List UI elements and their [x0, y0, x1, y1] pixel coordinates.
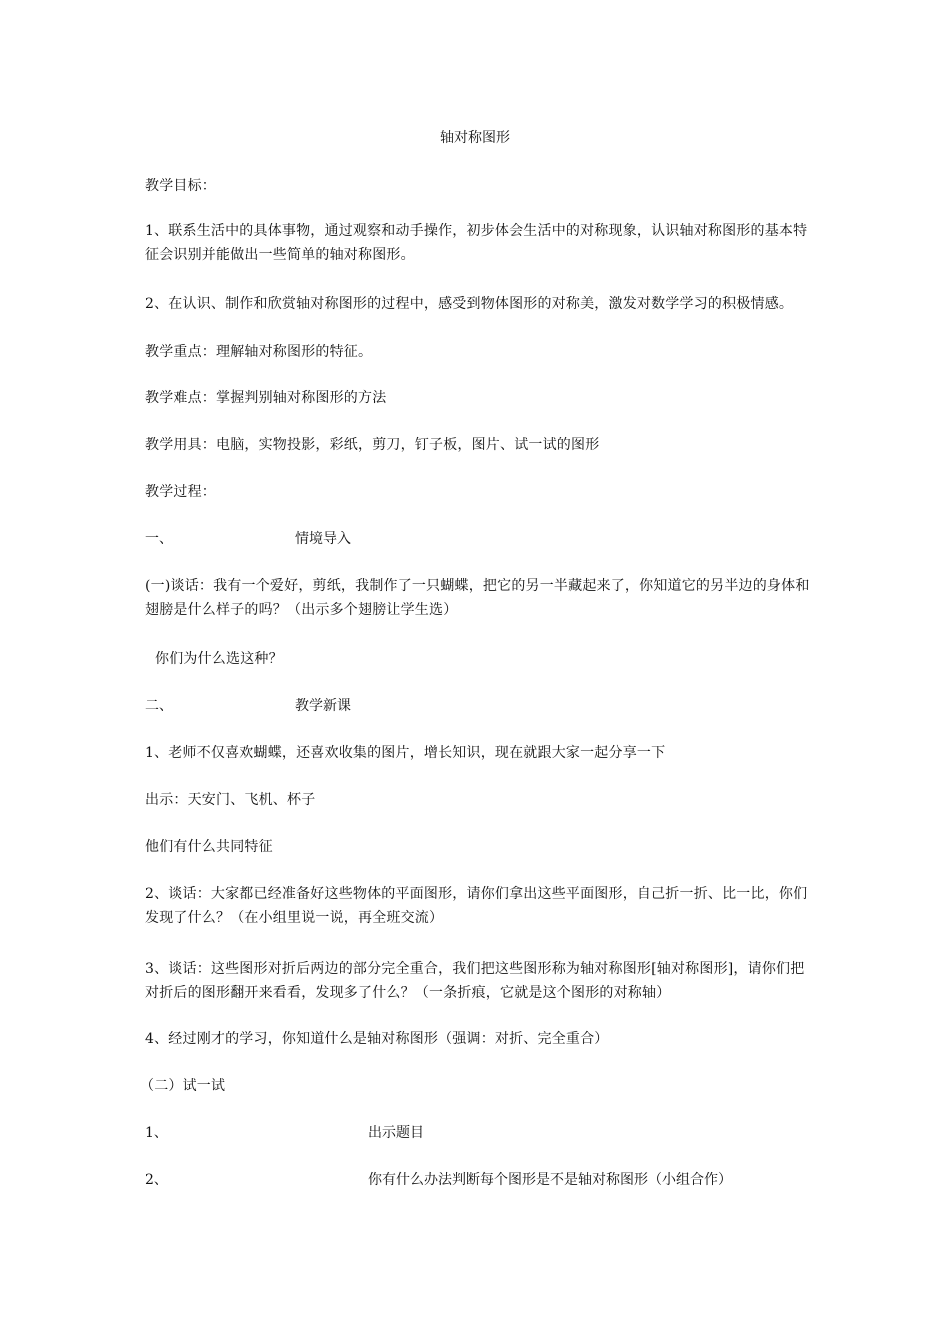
section-1-number: 一、 [145, 531, 173, 547]
try-item-1-text: 出示题目 [368, 1125, 424, 1141]
step-2: 2、谈话：大家都已经准备好这些物体的平面图形，请你们拿出这些平面图形，自己折一折、比一比，你们发现了什么？（在小组里说一说，再全班交流） [145, 886, 808, 926]
try-item-2-text: 你有什么办法判断每个图形是不是轴对称图形（小组合作） [368, 1172, 732, 1188]
try-item-2-number: 2、 [145, 1172, 168, 1188]
step-3: 3、谈话：这些图形对折后两边的部分完全重合，我们把这些图形称为轴对称图形[轴对称图形]，请你们把对折后的图形翻开来看看，发现多了什么？（一条折痕，它就是这个图形的对称轴） [145, 961, 805, 1001]
document-title: 轴对称图形 [440, 130, 510, 146]
section-1-title: 情境导入 [295, 531, 351, 547]
show-items: 出示：天安门、飞机、杯子 [145, 792, 316, 808]
section-2-title: 教学新课 [295, 698, 351, 714]
common-feature-question: 他们有什么共同特征 [145, 839, 273, 855]
objective-2: 2、在认识、制作和欣赏轴对称图形的过程中，感受到物体图形的对称美，激发对数学学习的积极情感。 [145, 296, 794, 312]
objectives-heading: 教学目标： [145, 178, 216, 194]
section-2-number: 二、 [145, 698, 173, 714]
step-1: 1、老师不仅喜欢蝴蝶，还喜欢收集的图片，增长知识，现在就跟大家一起分享一下 [145, 745, 666, 761]
talk-1: (一)谈话：我有一个爱好，剪纸，我制作了一只蝴蝶，把它的另一半藏起来了，你知道它的另半边的身体和翅膀是什么样子的吗？（出示多个翅膀让学生选） [145, 578, 810, 618]
question-1: 你们为什么选这种？ [155, 651, 283, 667]
try-item-1-number: 1、 [145, 1125, 168, 1141]
objective-1: 1、联系生活中的具体事物，通过观察和动手操作，初步体会生活中的对称现象，认识轴对称图形的基本特征会识别并能做出一些简单的轴对称图形。 [145, 223, 808, 263]
process-heading: 教学过程： [145, 484, 216, 500]
teaching-tools: 教学用具：电脑，实物投影，彩纸，剪刀，钉子板，图片、试一试的图形 [145, 437, 600, 453]
difficult-point: 教学难点：掌握判别轴对称图形的方法 [145, 390, 387, 406]
key-point: 教学重点：理解轴对称图形的特征。 [145, 344, 373, 360]
try-heading: （二）试一试 [140, 1078, 226, 1094]
step-4: 4、经过刚才的学习，你知道什么是轴对称图形（强调：对折、完全重合） [145, 1031, 609, 1047]
